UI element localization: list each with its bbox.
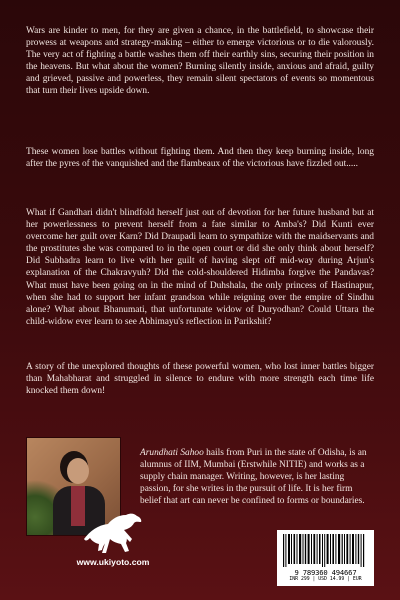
photo-figure-head <box>67 458 89 484</box>
isbn-price-text: INR 299 | USD 14.99 | EUR <box>289 577 362 582</box>
isbn-number: 9 789360 494667 <box>294 568 357 577</box>
isbn-barcode <box>277 530 374 586</box>
author-bio-text: hails from Puri in the state of Odisha, is an alumnus of IIM, Mumbai (Erstwhile NITIE) and works as a supply chain manager. Writing, however, is her lasting passion, for she writes in the pursuit of life. It is her firm belief that art can never be confined to forms or boundaries. <box>140 448 367 507</box>
barcode-bars <box>283 534 368 567</box>
blurb-paragraph-3: What if Gandhari didn't blindfold herself just out of devotion for her future husband but at her powerlessness to prevent herself from a fate similar to Amba's? Did Kunti ever overcome her guilt over Karn? Did Draupadi learn to sympathize with the maidservants and the prostitutes she was compared to in the open court or did she only think about herself? Did Subhadra learn to live with her guilt of having slept off mid-way during Arjun's explanation of the Chakravyuh? Did the cold-shouldered Hidimba forgive the Pandavas? What must have been going on in the mind of Duhshala, the only princess of Hastinapur, when she had to support her infant grandson while reigning over the empire of Sindhu alone? What about Bhanumati, that unfortunate widow of Duryodhan? Could Uttara the child-widow ever learn to see Abhimayu's reflection in Parikshit? <box>26 208 374 327</box>
blurb-paragraph-2: These women lose battles without fighting them. And then they keep burning inside, long after the pyres of the vanquished and the flambeaux of the victorious have fizzled out..... <box>26 147 374 170</box>
publisher-website[interactable]: www.ukiyoto.com <box>76 557 150 567</box>
blurb-paragraph-1: Wars are kinder to men, for they are given a chance, in the battlefield, to showcase their prowess at weapons and strategy-making – either to emerge victorious or to die valorously. The very act of fighting a battle washes them off their earthly sins, securing their position in the heavens. But what about the women? Burning silently inside, anxious and afraid, guilty and grieved, passive and powerless, they remain silent spectators of events so momentous that turn their lives upside down. <box>26 26 374 97</box>
author-bio <box>140 447 373 507</box>
leaping-panther-logo-icon <box>82 509 144 557</box>
blurb-paragraph-4: A story of the unexplored thoughts of these powerful women, who lost inner battles bigger than Mahabharat and struggled in silence to endure with more strength each time life knocked them down! <box>26 362 374 397</box>
author-name: Arundhati Sahoo <box>140 448 204 458</box>
